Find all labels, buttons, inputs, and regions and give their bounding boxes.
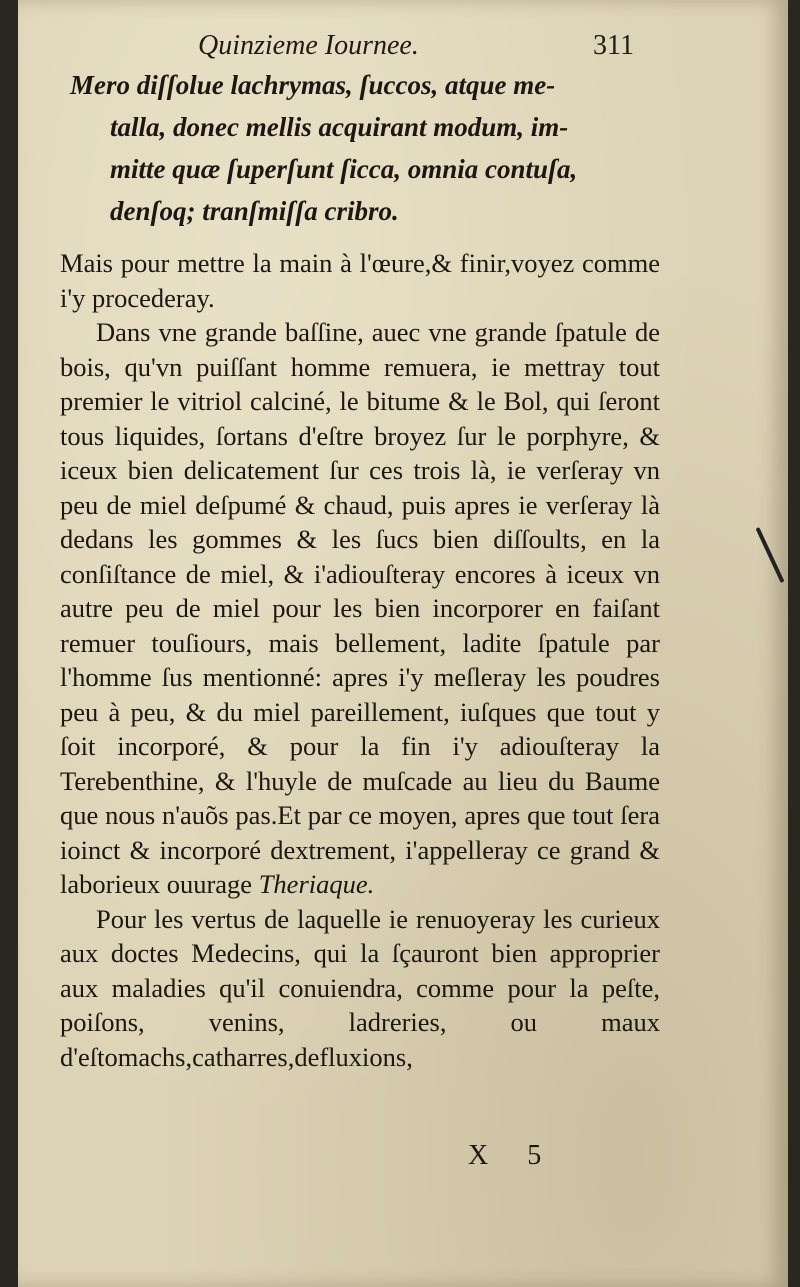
running-head: Quinzieme Iournee.	[198, 30, 419, 61]
latin-line: mitte quæ ſuperſunt ſicca, omnia contuſa,	[110, 154, 578, 184]
page-body	[60, 64, 660, 1074]
french-text	[60, 246, 660, 1074]
paragraph-text: Dans vne grande baſſine, auec vne grande ſpatule de bois, qu'vn puiſſant homme remuera, ie mettray tout premier le vitriol calciné, le bitume & le Bol, qui ſeront tous liquides, ſortans d'eſtre broyez ſur le porphyre, & iceux bien delicatement ſur ces trois là, ie verſeray vn peu de miel deſpumé & chaud, puis apres ie verſeray là dedans les gommes & les ſucs bien diſſoults, en la conſiſtance de miel, & i'adiouſteray encores à iceux vn autre peu de miel pour les bien incorporer en faiſant remuer touſiours, mais bellement, ladite ſpatule par l'homme ſus mentionné: apres i'y meſleray les poudres peu à peu, & du miel pareillement, iuſques que tout y ſoit incorporé, & pour la fin i'y adiouſteray la Terebenthine, & l'huyle de muſcade au lieu du Baume que nous n'auõs pas.Et par ce moyen, apres que tout ſera ioinct & incorporé dextrement, i'appelleray ce grand & laborieux ouurage	[60, 317, 660, 899]
italic-word: Theriaque.	[258, 869, 375, 899]
paragraph-text: Mais pour mettre la main à l'œure,& finir,voyez comme i'y procederay.	[60, 248, 660, 313]
paragraph	[60, 246, 660, 315]
book-page	[18, 0, 788, 1287]
signature-mark: X 5	[468, 1140, 558, 1171]
latin-quote	[60, 64, 660, 232]
page-header	[18, 24, 788, 64]
paragraph-text: Pour les vertus de laquelle ie renuoyeray les curieux aux doctes Medecins, qui la ſçauront bien approprier aux maladies qu'il conuiendra, comme pour la peſte, poiſons, venins, ladreries, ou maux d'eſtomachs,catharres,defluxions,	[60, 903, 660, 1072]
paragraph	[60, 315, 660, 902]
latin-line: talla, donec mellis acquirant modum, im-	[110, 112, 569, 142]
paragraph	[60, 902, 660, 1075]
page-number: 311	[593, 30, 634, 61]
latin-line: denſoq; tranſmiſſa cribro.	[110, 196, 399, 226]
margin-stroke	[756, 527, 785, 583]
latin-line: Mero diſſolue lachrymas, ſuccos, atque me-	[70, 70, 556, 100]
